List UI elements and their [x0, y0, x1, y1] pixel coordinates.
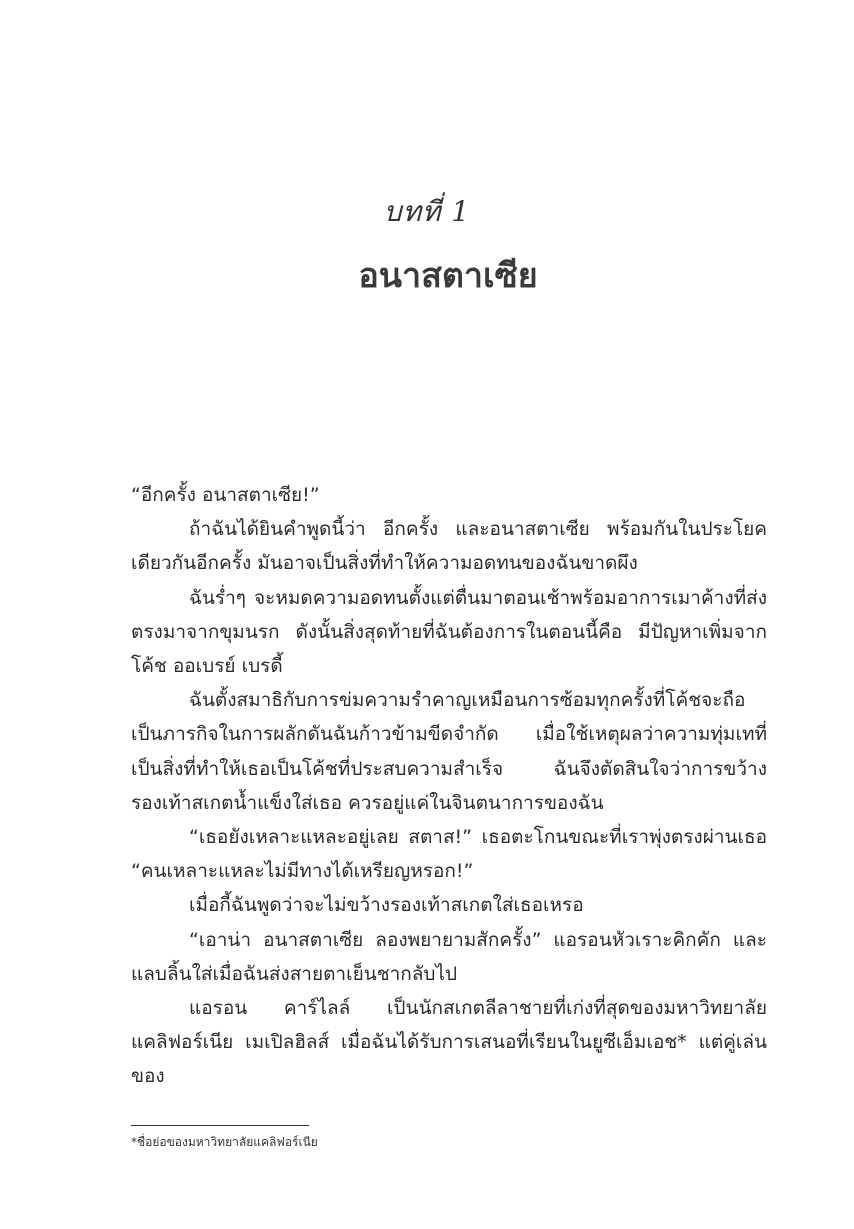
chapter-label: บทที่ 1	[383, 195, 471, 228]
footnote: *ชื่อย่อของมหาวิทยาลัยแคลิฟอร์เนีย	[131, 1135, 318, 1149]
paragraph: ฉันร่ำๆ จะหมดความอดทนตั้งแต่ตื่นมาตอนเช้าพร้อมอาการเมาค้างที่ส่งตรงมาจากขุมนรก ดังนั้นสิ่งสุดท้ายที่ฉันต้องการในตอนนี้คือ มีปัญหาเพิ่มจากโค้ช ออเบรย์ เบรดี้	[131, 586, 767, 678]
chapter-title: อนาสตาเซีย	[358, 256, 538, 296]
body-text	[131, 478, 767, 1094]
paragraph: “เธอยังเหลาะแหละอยู่เลย สตาส!” เธอตะโกนขณะที่เราพุ่งตรงผ่านเธอ “คนเหลาะแหละไม่มีทางได้เหรียญหรอก!”	[131, 826, 767, 883]
paragraph: ฉันตั้งสมาธิกับการข่มความรำคาญเหมือนการซ้อมทุกครั้งที่โค้ชจะถือเป็นภารกิจในการผลักดันฉันก้าวข้ามขีดจำกัด เมื่อใช้เหตุผลว่าความทุ่มเทที่เป็นสิ่งที่ทำให้เธอเป็นโค้ชที่ประสบความสำเร็จ ฉันจึงตัดสินใจว่าการขว้างรองเท้าสเกตน้ำแข็งใส่เธอ ควรอยู่แค่ในจินตนาการของฉัน	[131, 689, 767, 814]
paragraph: ถ้าฉันได้ยินคำพูดนี้ว่า อีกครั้ง และอนาสตาเซีย พร้อมกันในประโยคเดียวกันอีกครั้ง มันอาจเป็นสิ่งที่ทำให้ความอดทนของฉันขาดผึง	[131, 518, 767, 575]
paragraph: แอรอน คาร์ไลล์ เป็นนักสเกตลีลาชายที่เก่งที่สุดของมหาวิทยาลัยแคลิฟอร์เนีย เมเปิลฮิลส์ เมื่อฉันได้รับการเสนอที่เรียนในยูซีเอ็มเอช* แต่คู่เล่นของ	[131, 997, 767, 1088]
paragraph: “เอาน่า อนาสตาเซีย ลองพยายามสักครั้ง” แอรอนหัวเราะคิกคัก และแลบลิ้นใส่เมื่อฉันส่งสายตาเย็นชากลับไป	[131, 928, 767, 985]
paragraph: “อีกครั้ง อนาสตาเซีย!”	[131, 484, 320, 506]
paragraph: เมื่อกี้ฉันพูดว่าจะไม่ขว้างรองเท้าสเกตใส่เธอเหรอ	[189, 894, 584, 917]
footnote-divider	[131, 1125, 309, 1126]
